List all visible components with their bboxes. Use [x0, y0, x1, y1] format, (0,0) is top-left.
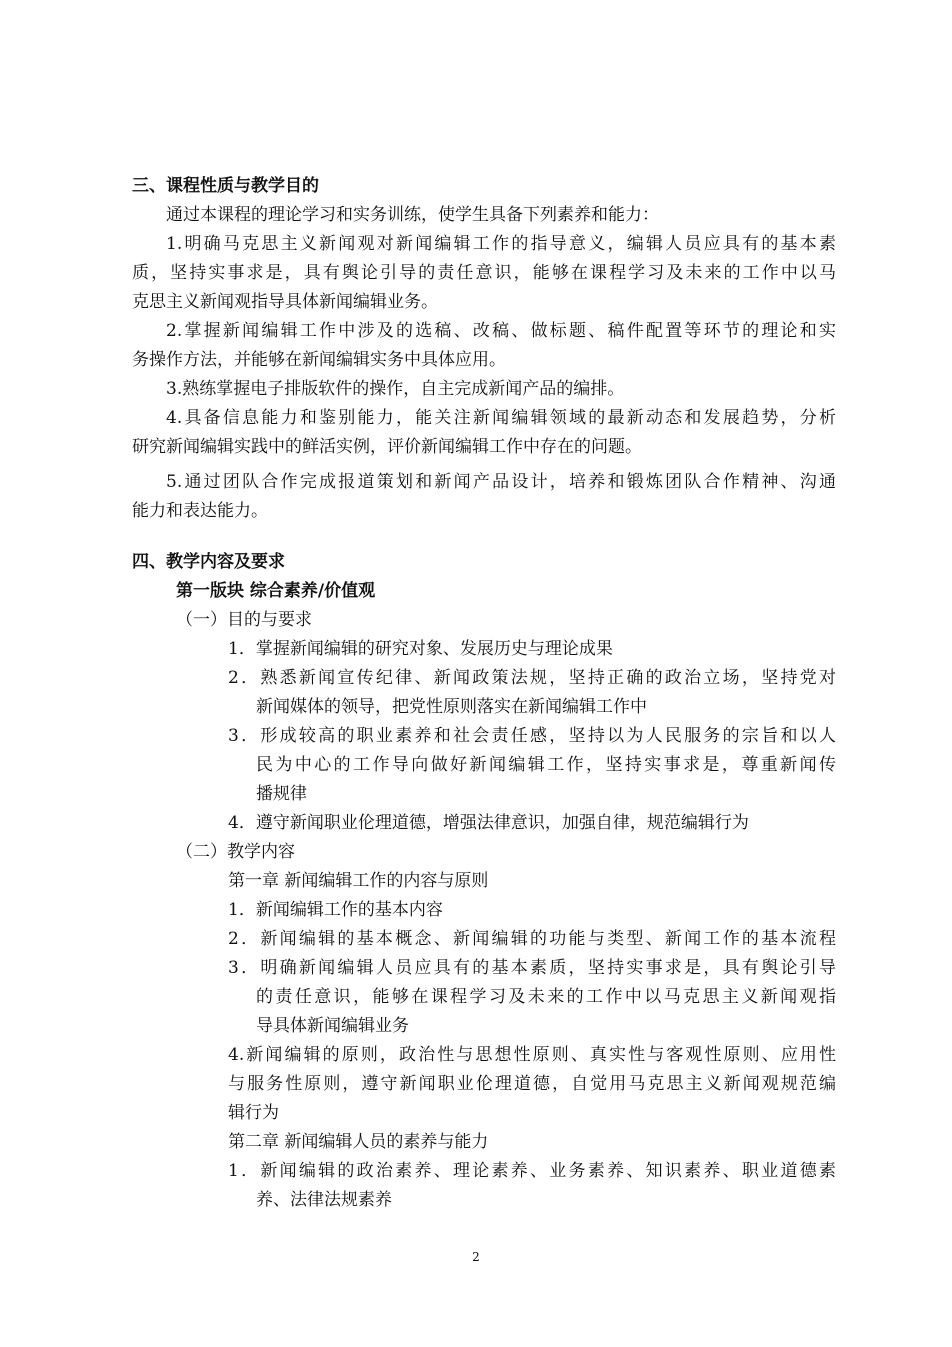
objective-item-3	[132, 375, 836, 404]
list-item: 1．新闻编辑的政治素养、理论素养、业务素养、知识素养、职业道德素	[228, 1161, 836, 1181]
requirement-list	[132, 635, 836, 838]
paragraph-line: 1.明确马克思主义新闻观对新闻编辑工作的指导意义，编辑人员应具有的基本素	[166, 234, 836, 254]
list-item-continuation: 导具体新闻编辑业务	[256, 1016, 409, 1036]
objective-item-1	[132, 230, 836, 317]
paragraph-line: 质，坚持实事求是，具有舆论引导的责任意识，能够在课程学习及未来的工作中以马	[132, 263, 836, 283]
list-item: 3．明确新闻编辑人员应具有的基本素质，坚持实事求是，具有舆论引导	[228, 958, 836, 978]
document-body	[132, 172, 836, 1215]
list-item: 2．熟悉新闻宣传纪律、新闻政策法规，坚持正确的政治立场，坚持党对	[228, 668, 836, 688]
list-item-continuation: 的责任意识，能够在课程学习及未来的工作中以马克思主义新闻观指	[256, 987, 836, 1007]
part-title-2: （二）教学内容	[176, 842, 295, 862]
paragraph-line: 4.具备信息能力和鉴别能力，能关注新闻编辑领域的最新动态和发展趋势，分析	[166, 408, 836, 428]
chapter1-list	[132, 896, 836, 1041]
part-title-1: （一）目的与要求	[176, 610, 312, 630]
objective-item-4	[132, 404, 836, 462]
list-item-continuation: 播规律	[256, 784, 307, 804]
chapter1-item-4	[132, 1041, 836, 1128]
page-number: 2	[472, 1250, 480, 1264]
paragraph-line: 辑行为	[228, 1103, 279, 1123]
paragraph-line: 3.熟练掌握电子排版软件的操作，自主完成新闻产品的编排。	[166, 379, 625, 399]
paragraph-line: 能力和表达能力。	[132, 501, 268, 521]
section-heading-4: 四、教学内容及要求	[132, 552, 285, 572]
paragraph-line: 与服务性原则，遵守新闻职业伦理道德，自觉用马克思主义新闻观规范编	[228, 1074, 836, 1094]
chapter-title-1: 第一章 新闻编辑工作的内容与原则	[228, 871, 489, 891]
list-item: 3．形成较高的职业素养和社会责任感，坚持以为人民服务的宗旨和以人	[228, 726, 836, 746]
module-title: 第一版块 综合素养/价值观	[176, 581, 376, 601]
paragraph-line: 克思主义新闻观指导具体新闻编辑业务。	[132, 292, 438, 312]
objective-item-5	[132, 468, 836, 526]
list-item-continuation: 民为中心的工作导向做好新闻编辑工作，坚持实事求是，尊重新闻传	[256, 755, 836, 775]
chapter2-list	[132, 1157, 836, 1215]
paragraph-line: 4.新闻编辑的原则，政治性与思想性原则、真实性与客观性原则、应用性	[228, 1045, 836, 1065]
list-item-continuation: 新闻媒体的领导，把党性原则落实在新闻编辑工作中	[256, 697, 647, 717]
chapter-title-2: 第二章 新闻编辑人员的素养与能力	[228, 1132, 489, 1152]
list-item-continuation: 养、法律法规素养	[256, 1190, 392, 1210]
list-item: 4．遵守新闻职业伦理道德，增强法律意识，加强自律，规范编辑行为	[228, 813, 749, 833]
section-heading-3: 三、课程性质与教学目的	[132, 176, 319, 196]
paragraph-intro: 通过本课程的理论学习和实务训练，使学生具备下列素养和能力：	[166, 205, 659, 225]
paragraph-line: 研究新闻编辑实践中的鲜活实例，评价新闻编辑工作中存在的问题。	[132, 437, 642, 457]
list-item: 1．新闻编辑工作的基本内容	[228, 900, 443, 920]
paragraph-line: 务操作方法，并能够在新闻编辑实务中具体应用。	[132, 350, 506, 370]
paragraph-line: 5.通过团队合作完成报道策划和新闻产品设计，培养和锻炼团队合作精神、沟通	[166, 472, 836, 492]
list-item: 1．掌握新闻编辑的研究对象、发展历史与理论成果	[228, 639, 613, 659]
list-item: 2．新闻编辑的基本概念、新闻编辑的功能与类型、新闻工作的基本流程	[228, 929, 836, 949]
paragraph-line: 2.掌握新闻编辑工作中涉及的选稿、改稿、做标题、稿件配置等环节的理论和实	[166, 321, 836, 341]
objective-item-2	[132, 317, 836, 375]
